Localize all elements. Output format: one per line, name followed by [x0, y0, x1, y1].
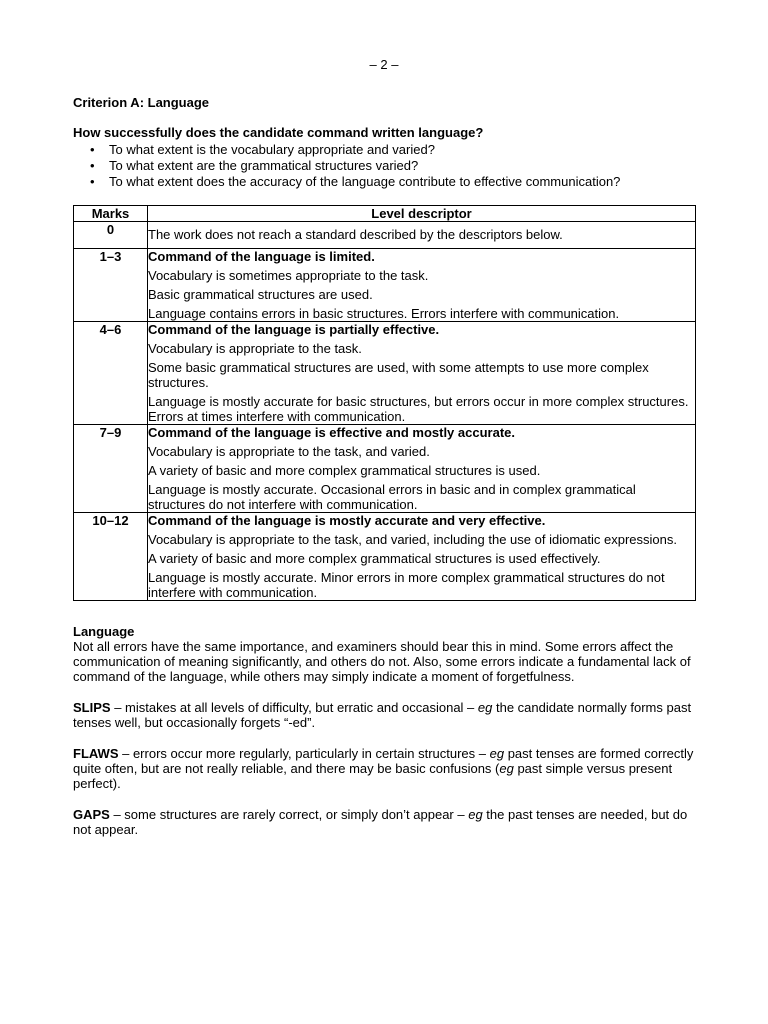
gaps-text: – some structures are rarely correct, or simply don’t appear –: [109, 807, 469, 822]
flaws-eg: eg: [499, 761, 514, 776]
marks-cell: 7–9: [74, 425, 148, 513]
flaws-text: past simple versus present perfect).: [73, 761, 673, 791]
bullet-text: To what extent are the grammatical structures varied?: [109, 158, 419, 173]
descriptor-line: A variety of basic and more complex grammatical structures is used effectively.: [148, 551, 601, 566]
gaps-text: the past tenses are needed, but do not appear.: [73, 807, 688, 837]
descriptor-heading: Command of the language is mostly accurate and very effective.: [148, 513, 546, 528]
descriptor-line: Language is mostly accurate for basic structures, but errors occur in more complex structures. Errors at times interfere with communication.: [148, 394, 689, 424]
descriptor-line: Language contains errors in basic structures. Errors interfere with communication.: [148, 306, 620, 321]
descriptor-line: Vocabulary is appropriate to the task.: [148, 341, 362, 356]
descriptor-heading: Command of the language is partially effective.: [148, 322, 440, 337]
descriptor-header: Level descriptor: [148, 206, 696, 222]
flaws-text: past tenses are formed correctly quite often, but are not really reliable, and there may be basic confusions (: [73, 746, 694, 776]
descriptor-heading: Command of the language is limited.: [148, 249, 375, 264]
question: How successfully does the candidate command written language?: [73, 125, 484, 140]
descriptor-heading: Command of the language is effective and mostly accurate.: [148, 425, 515, 440]
descriptor-cell: [148, 425, 696, 513]
descriptor-line: Vocabulary is sometimes appropriate to the task.: [148, 268, 429, 283]
bullet-text: To what extent does the accuracy of the language contribute to effective communication?: [109, 174, 621, 189]
marks-cell: 10–12: [74, 513, 148, 601]
bullet-icon: •: [90, 142, 95, 157]
descriptor-line: The work does not reach a standard described by the descriptors below.: [148, 227, 563, 242]
descriptor-cell: [148, 513, 696, 601]
marks-cell: 1–3: [74, 249, 148, 322]
criterion-title: Criterion A: Language: [73, 95, 210, 110]
level-descriptor-table: [73, 205, 696, 601]
page-content: [73, 95, 696, 837]
table-header-row: [74, 206, 696, 222]
descriptor-line: Language is mostly accurate. Minor errors in more complex grammatical structures do not interfere with communication.: [148, 570, 665, 600]
flaws-text: – errors occur more regularly, particularly in certain structures –: [118, 746, 490, 761]
flaws-term: FLAWS: [73, 746, 119, 761]
bullet-icon: •: [90, 174, 95, 189]
descriptor-cell: [148, 322, 696, 425]
marks-cell: 0: [74, 222, 148, 249]
bullet-text: To what extent is the vocabulary appropriate and varied?: [109, 142, 435, 157]
table-row: [74, 513, 696, 601]
descriptor-cell: [148, 222, 696, 249]
question-bullets: [73, 142, 696, 190]
slips-eg: eg: [477, 700, 493, 715]
slips-term: SLIPS: [73, 700, 111, 715]
descriptor-line: Some basic grammatical structures are used, with some attempts to use more complex structures.: [148, 360, 649, 390]
table-row: [74, 425, 696, 513]
marks-header: Marks: [74, 206, 148, 222]
slips-text: – mistakes at all levels of difficulty, but erratic and occasional –: [110, 700, 478, 715]
bullet-item: [90, 158, 696, 174]
table-row: [74, 222, 696, 249]
marks-cell: 4–6: [74, 322, 148, 425]
descriptor-line: Language is mostly accurate. Occasional errors in basic and in complex grammatical structures do not interfere with communication.: [148, 482, 636, 512]
table-row: [74, 322, 696, 425]
language-section-title: Language: [73, 624, 135, 639]
flaws-note: [73, 746, 696, 791]
descriptor-cell: [148, 249, 696, 322]
descriptor-line: Basic grammatical structures are used.: [148, 287, 373, 302]
descriptor-line: A variety of basic and more complex grammatical structures is used.: [148, 463, 541, 478]
gaps-term: GAPS: [73, 807, 110, 822]
slips-text: the candidate normally forms past tenses well, but occasionally forgets “-ed”.: [73, 700, 692, 730]
slips-note: [73, 700, 696, 730]
descriptor-line: Vocabulary is appropriate to the task, and varied.: [148, 444, 430, 459]
bullet-icon: •: [90, 158, 95, 173]
bullet-item: [90, 142, 696, 158]
gaps-note: [73, 807, 696, 837]
page-number: – 2 –: [369, 57, 399, 72]
language-paragraph: Not all errors have the same importance, and examiners should bear this in mind. Some errors affect the communication of meaning significantly, and others do not. Also, some errors indicate a fundamental lack of command of the language, while others may simply indicate a moment of forgetfulness.: [73, 639, 691, 684]
gaps-eg: eg: [468, 807, 483, 822]
descriptor-line: Vocabulary is appropriate to the task, and varied, including the use of idiomatic expressions.: [148, 532, 677, 547]
bullet-item: [90, 174, 696, 190]
table-row: [74, 249, 696, 322]
flaws-eg: eg: [489, 746, 505, 761]
